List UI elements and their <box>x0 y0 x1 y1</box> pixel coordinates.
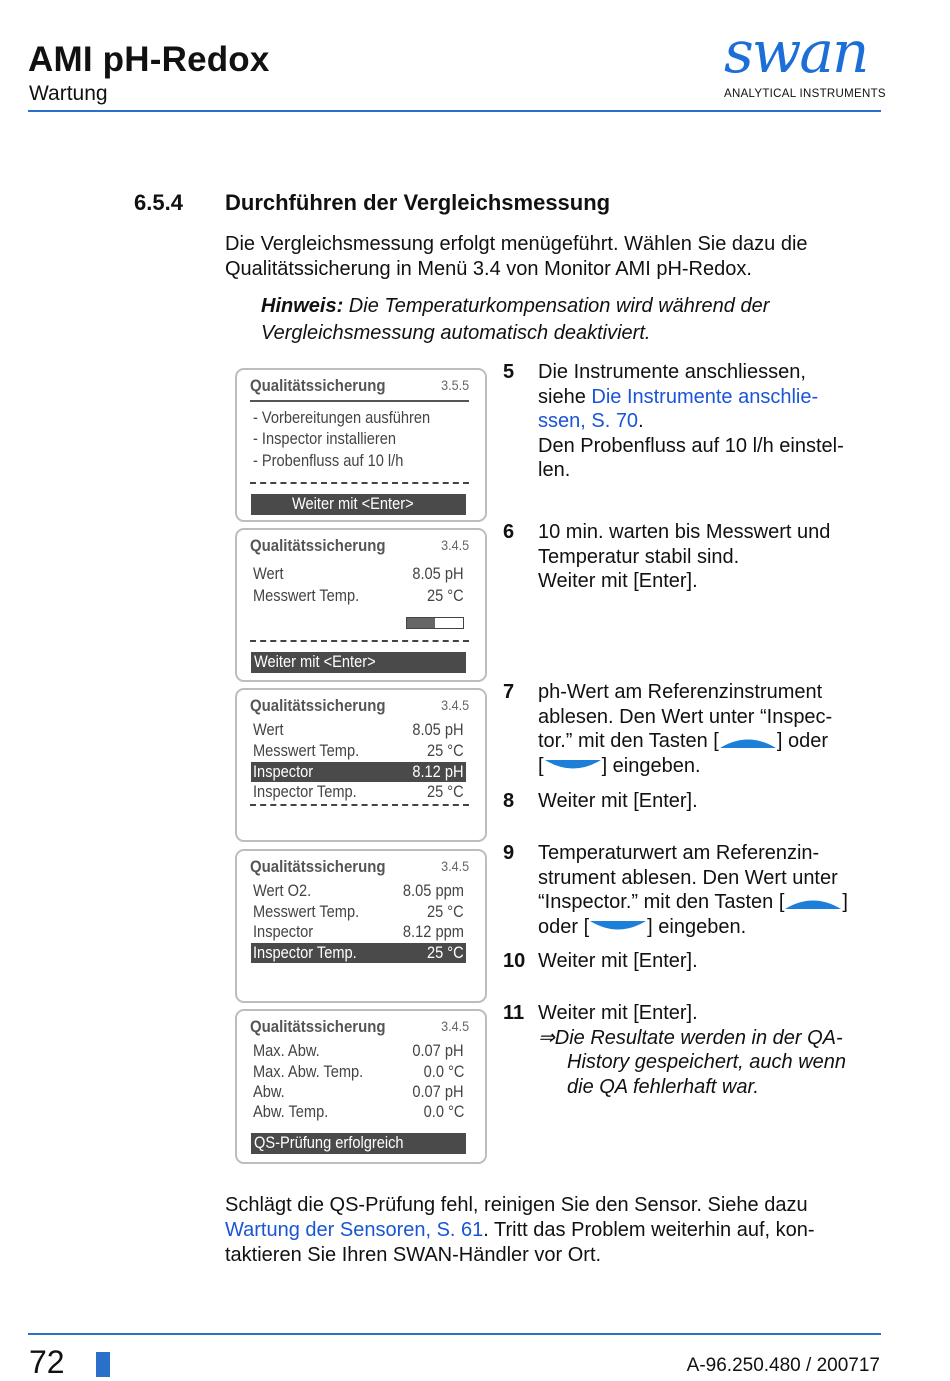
step-line: . <box>638 410 644 432</box>
screen-menu-code: 3.4.5 <box>440 858 469 874</box>
row-label: Abw. Temp. <box>253 1102 329 1121</box>
screen-line: - Vorbereitungen ausführen <box>253 408 431 427</box>
step-line: ablesen. Den Wert unter “Inspec- <box>538 705 833 728</box>
step-line: 10 min. warten bis Messwert und <box>538 521 831 543</box>
link-sensor-maintenance[interactable]: Wartung der Sensoren, S. 61 <box>225 1219 484 1241</box>
step-line: Den Probenfluss auf 10 l/h einstel- <box>538 434 844 457</box>
step-text <box>538 360 888 483</box>
note <box>261 293 881 347</box>
document-subtitle: Wartung <box>29 82 108 105</box>
step-number: 5 <box>503 361 515 383</box>
status-bar-text: Weiter mit <Enter> <box>254 652 376 671</box>
row-value: 8.05 pH <box>412 720 464 739</box>
screen-line: - Probenfluss auf 10 l/h <box>253 451 404 470</box>
step-text <box>538 1001 888 1099</box>
intro-line: Die Vergleichsmessung erfolgt menügeführt. Wählen Sie dazu die <box>225 233 808 255</box>
screen-menu-code: 3.4.5 <box>440 697 469 713</box>
step-line: oder [ <box>538 915 590 938</box>
step-number: 7 <box>503 681 515 703</box>
screen-wait <box>235 528 487 682</box>
step-line: Weiter mit [Enter]. <box>538 570 698 592</box>
row-value: 0.0 °C <box>423 1102 464 1121</box>
intro-line: Qualitätssicherung in Menü 3.4 von Monitor AMI pH-Redox. <box>225 258 752 280</box>
screen-row <box>251 782 466 802</box>
step-number: 8 <box>503 790 515 812</box>
arrow-down-key-icon <box>589 920 647 934</box>
outro-line: . Tritt das Problem weiterhin auf, kon- <box>483 1219 815 1241</box>
link-connect-instruments-page[interactable]: ssen, S. 70 <box>538 410 639 432</box>
result-line: ⇒Die Resultate werden in der QA- <box>538 1026 843 1049</box>
row-label: Messwert Temp. <box>253 741 360 760</box>
note-text: Die Temperaturkompensation wird während der <box>343 295 770 317</box>
row-value: 25 °C <box>427 741 464 760</box>
step-line: ] oder <box>776 730 828 752</box>
outro-line: Schlägt die QS-Prüfung fehl, reinigen Sie den Sensor. Siehe dazu <box>225 1194 808 1216</box>
step-line: ] eingeben. <box>647 915 747 938</box>
step-line: Weiter mit [Enter]. <box>538 790 698 812</box>
step-line: [ <box>538 754 544 777</box>
screen-row <box>251 586 466 606</box>
step-text <box>538 841 888 939</box>
swan-logo <box>718 18 888 108</box>
screen-inspector-temp <box>235 849 487 1003</box>
step-number: 9 <box>503 842 515 864</box>
step-line: Weiter mit [Enter]. <box>538 1002 698 1024</box>
outro-line: taktieren Sie Ihren SWAN-Händler vor Ort. <box>225 1244 602 1266</box>
row-label: Inspector <box>253 922 314 941</box>
status-bar-text: QS-Prüfung erfolgreich <box>254 1133 404 1152</box>
status-bar-text: Weiter mit <Enter> <box>292 494 414 513</box>
screen-line: - Inspector installieren <box>253 429 397 448</box>
section-number: 6.5.4 <box>134 190 183 215</box>
screen-title-rule <box>250 400 469 402</box>
screen-status-bar <box>251 652 466 673</box>
row-value: 8.12 ppm <box>403 922 464 941</box>
step-text <box>538 789 888 814</box>
document-id: A-96.250.480 / 200717 <box>686 1355 880 1376</box>
row-value: 25 °C <box>427 902 464 921</box>
progress-bar <box>406 617 464 629</box>
logo-subtitle: ANALYTICAL INSTRUMENTS <box>724 88 886 100</box>
screen-dashed-rule <box>250 482 469 484</box>
screen-title: Qualitätssicherung <box>250 1017 386 1036</box>
step-line: strument ablesen. Den Wert unter <box>538 866 838 889</box>
step-line: Temperaturwert am Referenzin- <box>538 842 820 864</box>
step-result <box>538 1027 888 1100</box>
section-title: Durchführen der Vergleichsmessung <box>225 190 611 215</box>
screen-inspector-ph <box>235 688 487 842</box>
row-value: 25 °C <box>427 782 464 801</box>
row-label: Inspector Temp. <box>253 782 357 801</box>
row-label: Inspector Temp. <box>253 943 357 962</box>
step-text <box>538 680 888 778</box>
row-value: 8.05 ppm <box>403 881 464 900</box>
row-label: Max. Abw. Temp. <box>253 1062 364 1081</box>
link-connect-instruments[interactable]: Die Instrumente anschlie- <box>591 385 819 408</box>
footer-marker <box>96 1352 110 1377</box>
row-value: 25 °C <box>427 943 464 962</box>
step-number: 6 <box>503 521 515 543</box>
screen-row <box>251 1041 466 1061</box>
step-line: Weiter mit [Enter]. <box>538 950 698 972</box>
screen-status-bar <box>251 494 466 515</box>
screen-row <box>251 922 466 942</box>
screen-row <box>251 881 466 901</box>
step-number: 10 <box>503 950 526 972</box>
row-value: 0.07 pH <box>412 1082 464 1101</box>
screen-row <box>251 1062 466 1082</box>
screen-menu-code: 3.4.5 <box>440 1018 469 1034</box>
row-label: Inspector <box>253 762 314 781</box>
step-line: “Inspector.” mit den Tasten [ <box>538 891 785 913</box>
screen-row <box>251 564 466 584</box>
screen-row <box>251 1082 466 1102</box>
row-value: 8.12 pH <box>412 762 464 781</box>
step-line: Die Instrumente anschliessen, <box>538 361 806 383</box>
page-number: 72 <box>29 1344 65 1380</box>
screen-row-selected <box>251 943 466 963</box>
screen-row <box>251 741 466 761</box>
step-line: Temperatur stabil sind. <box>538 545 740 568</box>
step-number: 11 <box>503 1002 525 1024</box>
result-line: History gespeichert, auch wenn <box>567 1051 847 1073</box>
screen-title: Qualitätssicherung <box>250 536 386 555</box>
step-line: len. <box>538 459 571 481</box>
screen-title: Qualitätssicherung <box>250 857 386 876</box>
screen-title: Qualitätssicherung <box>250 696 386 715</box>
arrow-up-key-icon <box>784 896 842 910</box>
arrow-up-key-icon <box>719 735 777 749</box>
step-text <box>538 520 888 594</box>
screen-dashed-rule <box>250 804 469 806</box>
result-line: die QA fehlerhaft war. <box>567 1075 759 1098</box>
row-value: 0.07 pH <box>412 1041 464 1060</box>
screen-results <box>235 1009 487 1164</box>
row-label: Wert <box>253 564 284 583</box>
header-divider <box>28 110 881 112</box>
logo-word: swan <box>724 18 868 86</box>
row-label: Messwert Temp. <box>253 902 360 921</box>
row-value: 0.0 °C <box>423 1062 464 1081</box>
progress-fill <box>407 618 435 628</box>
footer-divider <box>28 1333 881 1335</box>
screen-dashed-rule <box>250 640 469 642</box>
step-line: siehe <box>538 385 592 408</box>
step-line: ] eingeben. <box>601 754 701 777</box>
arrow-down-key-icon <box>544 759 602 773</box>
row-label: Messwert Temp. <box>253 586 360 605</box>
outro-paragraph <box>225 1193 885 1268</box>
step-line: ] <box>842 891 848 913</box>
document-title: AMI pH-Redox <box>28 40 270 79</box>
step-line: ph-Wert am Referenzinstrument <box>538 681 823 703</box>
step-text <box>538 949 888 974</box>
screen-row <box>251 1102 466 1122</box>
step-line: tor.” mit den Tasten [ <box>538 730 719 752</box>
screen-menu-code: 3.4.5 <box>440 537 469 553</box>
row-label: Max. Abw. <box>253 1041 320 1060</box>
row-value: 25 °C <box>427 586 464 605</box>
row-label: Wert <box>253 720 284 739</box>
section-intro <box>225 232 885 282</box>
screen-prepare <box>235 368 487 522</box>
screen-row <box>251 720 466 740</box>
screen-status-bar <box>251 1133 466 1154</box>
screen-row-selected <box>251 762 466 782</box>
note-text: Vergleichsmessung automatisch deaktiviert. <box>261 322 651 344</box>
row-label: Wert O2. <box>253 881 312 900</box>
row-label: Abw. <box>253 1082 285 1101</box>
screen-row <box>251 902 466 922</box>
screen-title: Qualitätssicherung <box>250 376 386 395</box>
screen-menu-code: 3.5.5 <box>440 377 469 393</box>
row-value: 8.05 pH <box>412 564 464 583</box>
note-label: Hinweis: <box>261 295 344 317</box>
